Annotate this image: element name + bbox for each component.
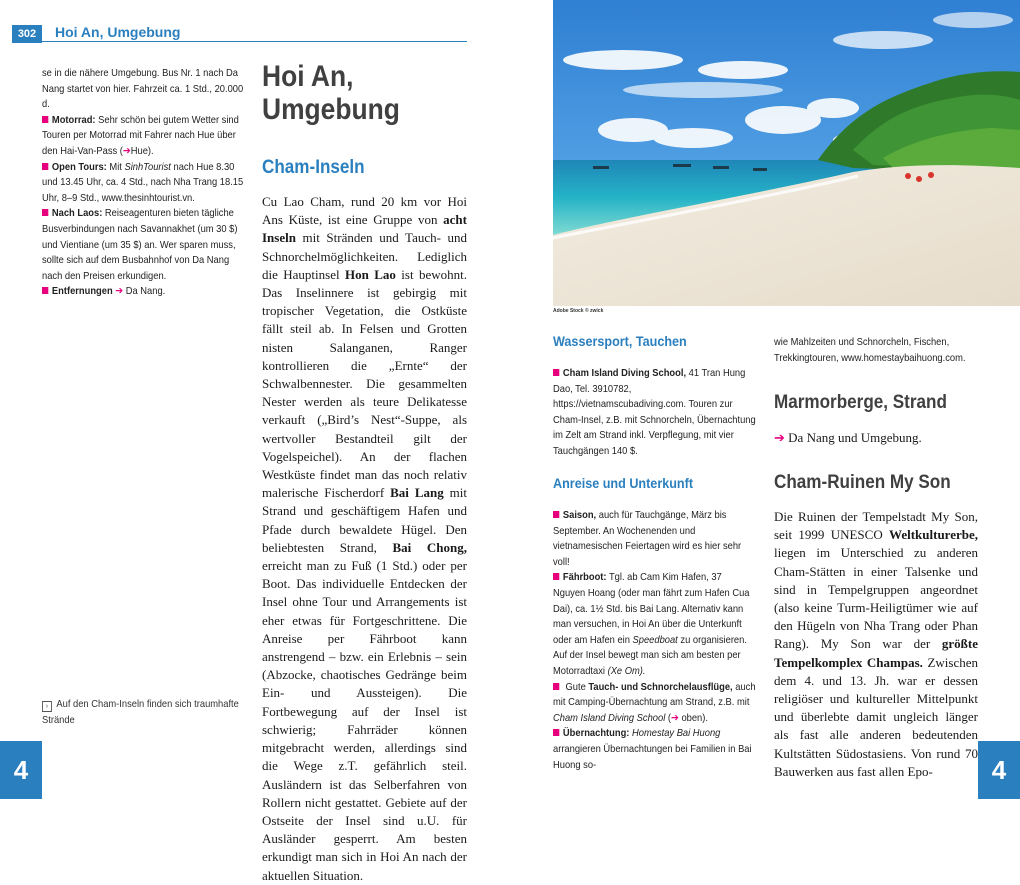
header-rule (42, 41, 467, 42)
uebernachtung-entry (553, 726, 756, 773)
opentours-text1: Mit (106, 161, 125, 173)
photo-credit: Adobe Stock © zwick (553, 308, 604, 314)
bullet-marker-icon (42, 287, 48, 294)
body-bold: acht Inseln (262, 212, 467, 246)
laos-text: Reiseagenturen bieten tägliche Busverbindungen nach Savannakhet (um 30 $) und Vientiane (um 35 $) an. Wer sparen muss, sollte sich auf dem Busbahnhof von Da Nang nach den Preisen erkundigen. (42, 208, 238, 282)
tauch-text2: auch mit Camping-Übernachtung am Strand, z.B. mit (553, 681, 756, 709)
beach-photo (553, 0, 1020, 306)
page-number: 302 (12, 25, 42, 43)
chapter-title-line1: Hoi An, (262, 60, 354, 93)
body-text: Die Ruinen der Tempelstadt My Son, seit 1999 UNESCO (774, 509, 978, 543)
faehre-label: Fährboot: (562, 572, 607, 584)
faehre-italic: Speedboat (632, 634, 678, 646)
faehre-text2: zu organisieren. Auf der Insel bewegt man sich am besten per Motorradtaxi (553, 634, 747, 677)
cham-inseln-body (262, 193, 467, 885)
body-text: liegen im Unterschied zu anderen Cham-Stätten in einer Talsenke und sind in Tempelgruppen angeordnet (also keine Turm-Heiligtümer wie auf den Hügeln von Nha Trang oder Phan Rang). My Son war der (774, 545, 978, 652)
bullet-marker-icon (553, 729, 559, 736)
body-text: ist bewohnt. Das Inselinnere ist gebirgig mit tropischer Vegetation, die Ostküste fällt steil ab. In Felsen und Grotten nisten Salanganen, Ranger kontrollieren die „Ernte“ der Schwalbennester. Die gesammelten Nester werden als teure Delikatesse verkauft („Bird’s Nest“-Suppe, als wertvoller Bestandteil gilt der Vogelspeichel). An der flachen Westküste findet man das noch relativ malerische Fischerdorf (262, 266, 467, 501)
wassersport-heading: Wassersport, Tauchen (553, 333, 687, 349)
motorrad-link[interactable]: Hue (130, 145, 148, 157)
running-head: Hoi An, Umgebung (55, 24, 181, 40)
body-text: erreicht man zu Fuß (1 Std.) oder per Boot. Das individuelle Entdecken der Insel ohne Tour und Arrangements ist eher etwas für Fortgeschrittene. Die Anreise per Fährboot kann anstrengend – bzw. ein Erlebnis – sein (Abzocke, chaotisches Gedränge beim Ein- und Aussteigen). Die Fortbewegung auf der Insel ist schwierig; Fahrräder können mitgebracht werden, allerdings sind die Wege z.T. gefährlich steil. Ausländern ist das Selberfahren von Rollern nicht gestattet. Gebiete auf der Ostseite der Insel sind u.U. für Ausländer gesperrt. Am besten erkundigt man sich in Hoi An nach der aktuellen Situation. (262, 558, 467, 883)
bullet-marker-icon (42, 116, 48, 123)
uebernachtung-italic: Homestay Bai Huong (629, 728, 721, 740)
chapter-title (262, 60, 400, 126)
bullet-marker-icon (553, 511, 559, 518)
anreise-body (553, 508, 756, 773)
tauch-link[interactable]: oben (681, 712, 703, 724)
tauch-entry (553, 680, 756, 727)
uebernachtung-text: arrangieren Übernachtungen bei Familien in Bai Huong so- (553, 743, 752, 771)
body-text: Zwischen dem 4. und 13. Jh. war er dessen religiöser und kultureller Mittelpunkt und überlebte damit ungleich länger als fast alle anderen bedeutenden Kultstätten Südostasiens. Von rund 70 Bauwerken aus fast allen Epo- (774, 654, 978, 779)
arrow-icon: ➔ (774, 430, 785, 445)
chapter-title-line2: Umgebung (262, 93, 400, 126)
marmorberge-heading: Marmorberge, Strand (774, 392, 947, 413)
opentours-entry (42, 160, 248, 207)
saison-entry (553, 508, 756, 570)
arrow-icon: ➔ (115, 286, 124, 298)
photo-caption (42, 697, 242, 728)
chapter-tab-right[interactable]: 4 (978, 741, 1020, 799)
entfernungen-entry (42, 284, 248, 300)
left-info-column (42, 66, 248, 300)
arrow-icon: ➔ (670, 712, 679, 724)
faehre-entry (553, 570, 756, 679)
tauch-text4: ). (702, 712, 708, 724)
body-bold: Bai Chong, (392, 539, 467, 555)
tauch-text1: Gute (562, 681, 589, 693)
caption-pointer-icon: › (42, 701, 52, 712)
anreise-heading: Anreise und Unterkunft (553, 475, 694, 491)
saison-label: Saison, (562, 510, 597, 521)
body-text: Cu Lao Cham, rund 20 km vor Hoi Ans Küste, ist eine Gruppe von (262, 194, 467, 228)
uebernachtung-label: Übernachtung: (562, 728, 630, 740)
tauch-label: Tauch- und Schnorchelausflüge, (588, 681, 733, 693)
bullet-marker-icon (42, 163, 48, 170)
motorrad-label: Motorrad: (51, 114, 96, 126)
laos-entry (42, 206, 248, 284)
marmorberge-crossref (774, 430, 922, 446)
motorrad-entry: Motorrad: Sehr schön bei gutem Wetter sind Touren per Motorrad mit Fahrer nach Hue über den Hai-Van-Pass (➔Hue). (42, 114, 239, 157)
marmorberge-link[interactable]: Da Nang und Umgebung. (788, 430, 922, 445)
bullet-marker-icon (553, 573, 559, 580)
bullet-marker-icon (42, 209, 48, 216)
body-bold: größte Tempelkomplex Champas. (774, 636, 978, 670)
motorrad-text: Sehr schön bei gutem Wetter sind Touren per Motorrad mit Fahrer nach Hue über den Hai-Van-Pass ( (42, 114, 239, 157)
homestay-continuation: wie Mahlzeiten und Schnorcheln, Fischen, Trekkingtouren, www.homestaybaihuong.com. (774, 337, 966, 364)
laos-label: Nach Laos: (51, 208, 103, 220)
saison-text: auch für Tauchgänge, März bis September. An Wochenenden und vietnamesischen Feiertagen wird es hier sehr voll! (553, 510, 742, 568)
cham-inseln-heading: Cham-Inseln (262, 157, 365, 178)
body-text: mit Strand und geschäftigem Hafen und Pfade durch bewaldete Hügel. Den beliebtesten Strand, (262, 485, 468, 555)
body-bold: Hon Lao (345, 266, 396, 282)
chapter-tab-left[interactable]: 4 (0, 741, 42, 799)
beach-photo-illustration (553, 0, 1020, 306)
opentours-label: Open Tours: (51, 161, 107, 173)
tauch-text3: ( (665, 712, 671, 724)
bullet-marker-icon (553, 683, 559, 690)
body-bold: Bai Lang (390, 485, 444, 501)
caption-text: Auf den Cham-Inseln finden sich traumhafte Strände (42, 699, 239, 726)
tauch-italic: Cham Island Diving School (553, 712, 666, 724)
faehre-text1: Tgl. ab Cam Kim Hafen, 37 Nguyen Hoang (oder man fährt zum Hafen Cua Dai), ca. 1½ Std. bis Bai Lang. Alternativ kann man versuchen, in Hoi An über die Unterkunft oder am Hafen ein (553, 572, 750, 646)
arrow-icon: ➔ (122, 145, 131, 157)
intro-paragraph: se in die nähere Umgebung. Bus Nr. 1 nach Da Nang startet von hier. Fahrzeit ca. 1 Std., 20.000 d. (42, 68, 244, 111)
body-bold: Weltkulturerbe, (889, 527, 978, 543)
myson-body (774, 508, 978, 781)
body-text: mit Stränden und Tauch- und Schnorchelmöglichkeiten. Lediglich die Hauptinsel (262, 230, 467, 282)
opentours-text2: nach Hue 8.30 und 13.45 Uhr, ca. 4 Std., nach Nha Trang 18.15 Uhr, 8–9 Std., www.thesinhtourist.vn. (42, 161, 244, 204)
diving-school-text: 41 Tran Hung Dao, Tel. 3910782, https://vietnamscubadiving.com. Touren zur Cham-Insel, z.B. mit Schnorcheln, Übernachtung im Zelt am Strand inkl. Verpflegung, mit vier Tauchgängen 140 $. (553, 368, 756, 457)
opentours-company: SinhTourist (124, 161, 171, 173)
entfernungen-link[interactable]: Da Nang. (125, 286, 166, 298)
diving-school-entry (553, 366, 756, 460)
bullet-marker-icon (553, 369, 559, 376)
wassersport-body (553, 366, 756, 460)
entfernungen-label: Entfernungen (51, 286, 113, 298)
faehre-italic2: (Xe Om). (607, 665, 646, 677)
diving-school-name: Cham Island Diving School, (562, 368, 687, 379)
myson-heading: Cham-Ruinen My Son (774, 472, 951, 493)
